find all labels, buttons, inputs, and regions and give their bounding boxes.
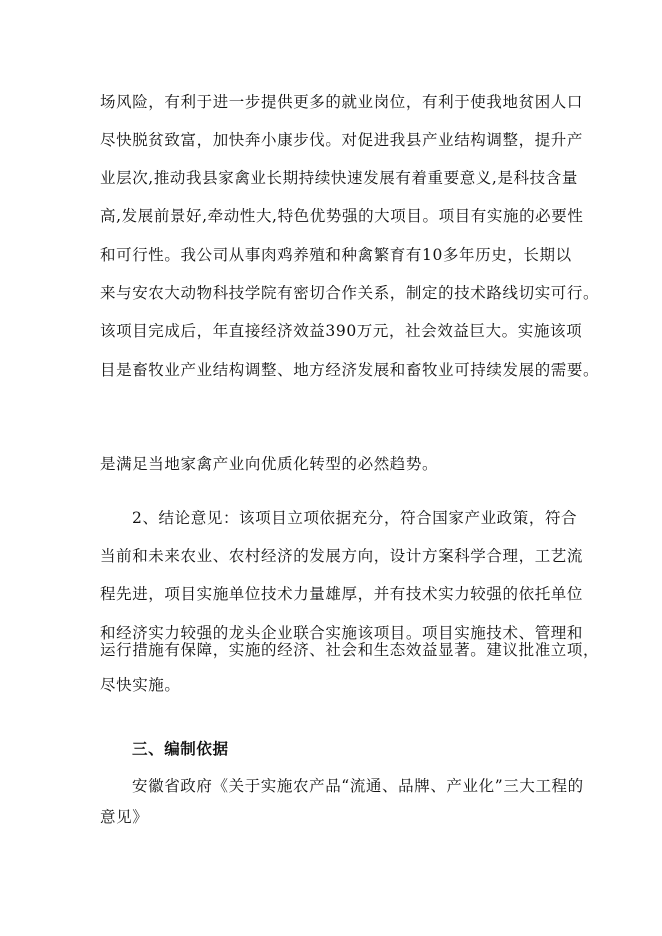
conclusion-line: 尽快实施。 <box>100 676 181 694</box>
paragraph-1-line: 目是畜牧业产业结构调整、地方经济发展和畜牧业可持续发展的需要。 <box>100 361 600 379</box>
paragraph-1-line: 来与安农大动物科技学院有密切合作关系，制定的技术路线切实可行。 <box>100 284 600 302</box>
basis-line: 安徽省政府《关于实施农产品“流通、品牌、产业化”三大工程的 <box>132 777 584 795</box>
basis-line: 意见》 <box>100 808 149 826</box>
paragraph-1-line: 场风险，有利于进一步提供更多的就业岗位，有利于使我地贫困人口 <box>100 93 584 111</box>
paragraph-2-line: 是满足当地家禽产业向优质化转型的必然趋势。 <box>100 455 439 473</box>
paragraph-1-line: 和可行性。我公司从事肉鸡养殖和种禽繁育有10多年历史，长期以 <box>100 246 572 264</box>
paragraph-1-line: 该项目完成后，年直接经济效益390万元，社会效益巨大。实施该项 <box>100 322 583 340</box>
paragraph-1-line: 尽快脱贫致富，加快奔小康步伐。对促进我县产业结构调整，提升产 <box>100 131 584 149</box>
paragraph-1-line: 业层次,推动我县家禽业长期持续快速发展有着重要意义,是科技含量 <box>100 169 578 187</box>
conclusion-line: 程先进，项目实施单位技术力量雄厚，并有技术实力较强的依托单位 <box>100 585 584 603</box>
section-heading: 三、编制依据 <box>132 739 229 758</box>
conclusion-line: 运行措施有保障，实施的经济、社会和生态效益显著。建议批准立项， <box>100 641 600 659</box>
conclusion-line: 和经济实力较强的龙头企业联合实施该项目。项目实施技术、管理和 <box>100 624 584 642</box>
conclusion-line: 当前和未来农业、农村经济的发展方向，设计方案科学合理，工艺流 <box>100 547 584 565</box>
conclusion-line: 2、结论意见：该项目立项依据充分，符合国家产业政策，符合 <box>132 509 578 527</box>
paragraph-1-line: 高,发展前景好,牵动性大,特色优势强的大项目。项目有实施的必要性 <box>100 207 584 225</box>
